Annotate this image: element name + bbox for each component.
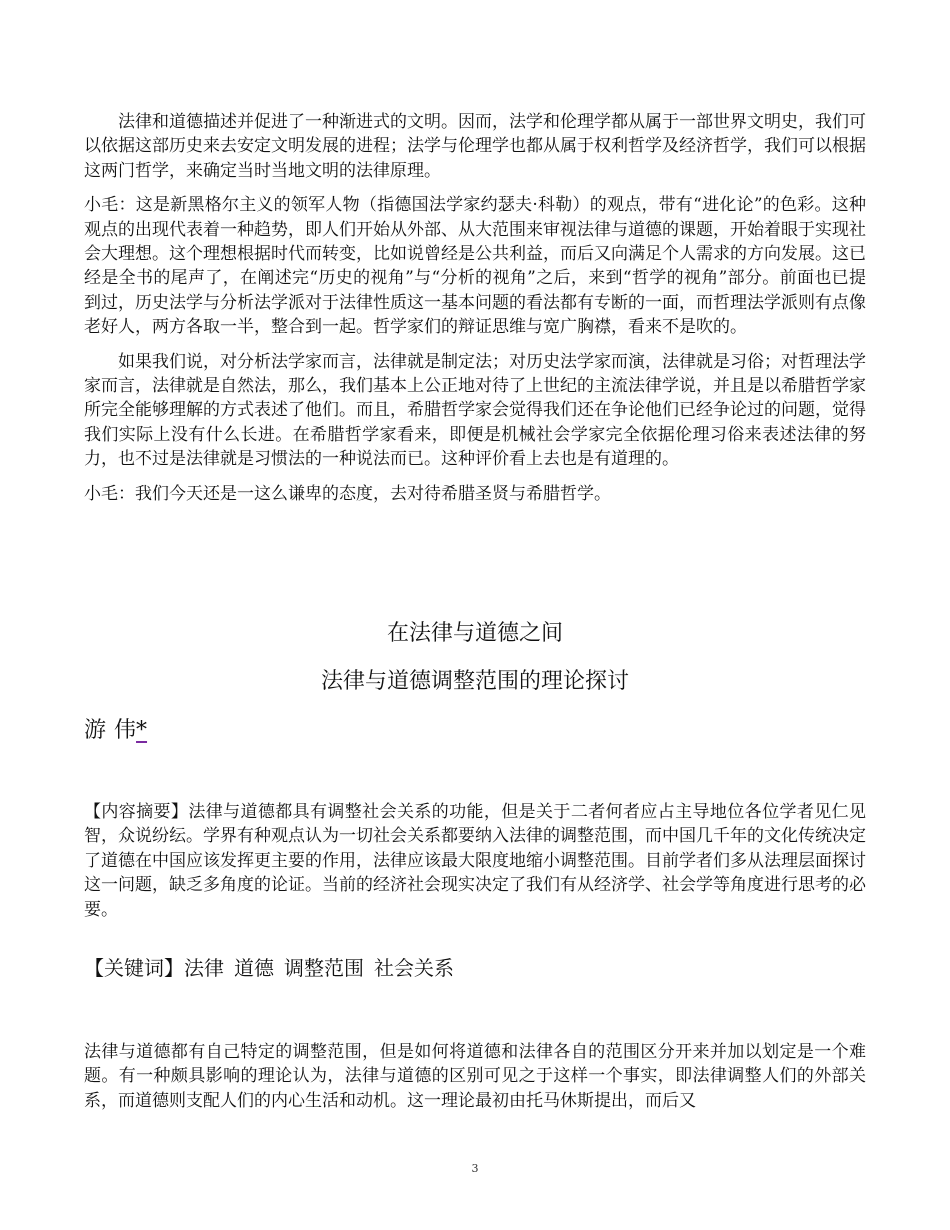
article-title: 在法律与道德之间 (386, 621, 563, 646)
paragraph-2: 小毛：这是新黑格尔主义的领军人物（指德国法学家约瑟夫·科勒）的观点，带有“进化论”的色彩。这种观点的出现代表着一种趋势，即人们开始从外部、从大范围来审视法律与道德的课题，开始着眼于实现社会大理想。这个理想根据时代而转变，比如说曾经是公共利益，而后又向满足个人需求的方向发展。这已经是全书的尾声了，在阐述完“历史的视角”与“分析的视角”之后，来到“哲学的视角”部分。前面也已提到过，历史法学与分析法学派对于法律性质这一基本问题的看法都有专断的一面，而哲理法学派则有点像老好人，两方各取一半，整合到一起。哲学家们的辩证思维与宽广胸襟，看来不是吹的。 (84, 195, 866, 338)
keyword: 法律 (184, 956, 224, 980)
author-given-name: 伟 (114, 718, 137, 743)
article-subtitle: 法律与道德调整范围的理论探讨 (320, 669, 629, 694)
document-page (84, 110, 866, 1111)
paragraph-3: 如果我们说，对分析法学家而言，法律就是制定法；对历史法学家而演，法律就是习俗；对哲理法学家而言，法律就是自然法，那么，我们基本上公正地对待了上世纪的主流法律学说，并且是以希腊哲学家所完全能够理解的方式表述了他们。而且，希腊哲学家会觉得我们还在争论他们已经争论过的问题，觉得我们实际上没有什么长进。在希腊哲学家看来，即便是机械社会学家完全依据伦理习俗来表述法律的努力，也不过是法律就是习惯法的一种说法而已。这种评价看上去也是有道理的。 (84, 351, 866, 470)
author-line (84, 716, 147, 746)
keywords-label: 【关键词】 (84, 956, 184, 980)
body-paragraph: 法律与道德都有自己特定的调整范围，但是如何将道德和法律各自的范围区分开来并加以划定是一个难题。有一种颇具影响的理论认为，法律与道德的区别可见之于这样一个事实，即法律调整人们的外部关系，而道德则支配人们的内心生活和动机。这一理论最初由托马休斯提出，而后又 (84, 1042, 866, 1111)
keyword: 道德 (234, 956, 274, 980)
keywords-line (84, 954, 464, 982)
footnote-link[interactable]: * (136, 718, 148, 743)
paragraph-1: 法律和道德描述并促进了一种渐进式的文明。因而，法学和伦理学都从属于一部世界文明史，我们可以依据这部历史来去安定文明发展的进程；法学与伦理学也都从属于权利哲学及经济哲学，我们可以根据这两门哲学，来确定当时当地文明的法律原理。 (84, 112, 866, 181)
keyword: 社会关系 (374, 956, 454, 980)
keyword: 调整范围 (284, 956, 364, 980)
abstract: 【内容摘要】法律与道德都具有调整社会关系的功能，但是关于二者何者应占主导地位各位学者见仁见智，众说纷纭。学界有种观点认为一切社会关系都要纳入法律的调整范围，而中国几千年的文化传统决定了道德在中国应该发挥更主要的作用，法律应该最大限度地缩小调整范围。目前学者们多从法理层面探讨这一问题，缺乏多角度的论证。当前的经济社会现实决定了我们有从经济学、社会学等角度进行思考的必要。 (84, 802, 866, 920)
author-surname: 游 (84, 718, 107, 743)
paragraph-4: 小毛：我们今天还是一这么谦卑的态度，去对待希腊圣贤与希腊哲学。 (84, 483, 611, 504)
page-number: 3 (471, 1162, 479, 1175)
